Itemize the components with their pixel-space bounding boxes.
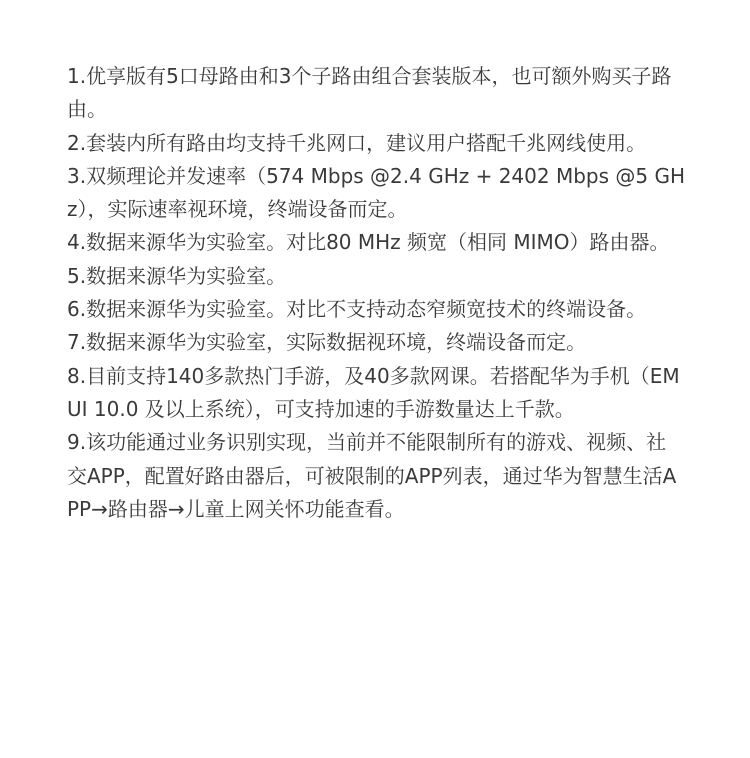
footnote-7: 7.数据来源华为实验室，实际数据视环境，终端设备而定。 <box>67 330 587 355</box>
footnotes-list <box>67 60 685 526</box>
footnote-4: 4.数据来源华为实验室。对比80 MHz 频宽（相同 MIMO）路由器。 <box>67 230 670 255</box>
footnote-5: 5.数据来源华为实验室。 <box>67 263 287 288</box>
footnote-2: 2.套装内所有路由均支持千兆网口，建议用户搭配千兆网线使用。 <box>67 130 647 155</box>
footnote-8: 8.目前支持140多款热门手游，及40多款网课。若搭配华为手机（EMUI 10.0 及以上系统），可支持加速的手游数量达上千款。 <box>67 363 680 421</box>
footnote-3: 3.双频理论并发速率（574 Mbps @2.4 GHz + 2402 Mbps @5 GHz），实际速率视环境，终端设备而定。 <box>67 163 686 222</box>
footnote-1: 1.优享版有5口母路由和3个子路由组合套装版本，也可额外购买子路由。 <box>67 64 672 122</box>
footnote-6: 6.数据来源华为实验室。对比不支持动态窄频宽技术的终端设备。 <box>67 297 647 322</box>
footnote-9: 9.该功能通过业务识别实现，当前并不能限制所有的游戏、视频、社交APP，配置好路由器后，可被限制的APP列表，通过华为智慧生活APP→路由器→儿童上网关怀功能查看。 <box>67 430 677 521</box>
